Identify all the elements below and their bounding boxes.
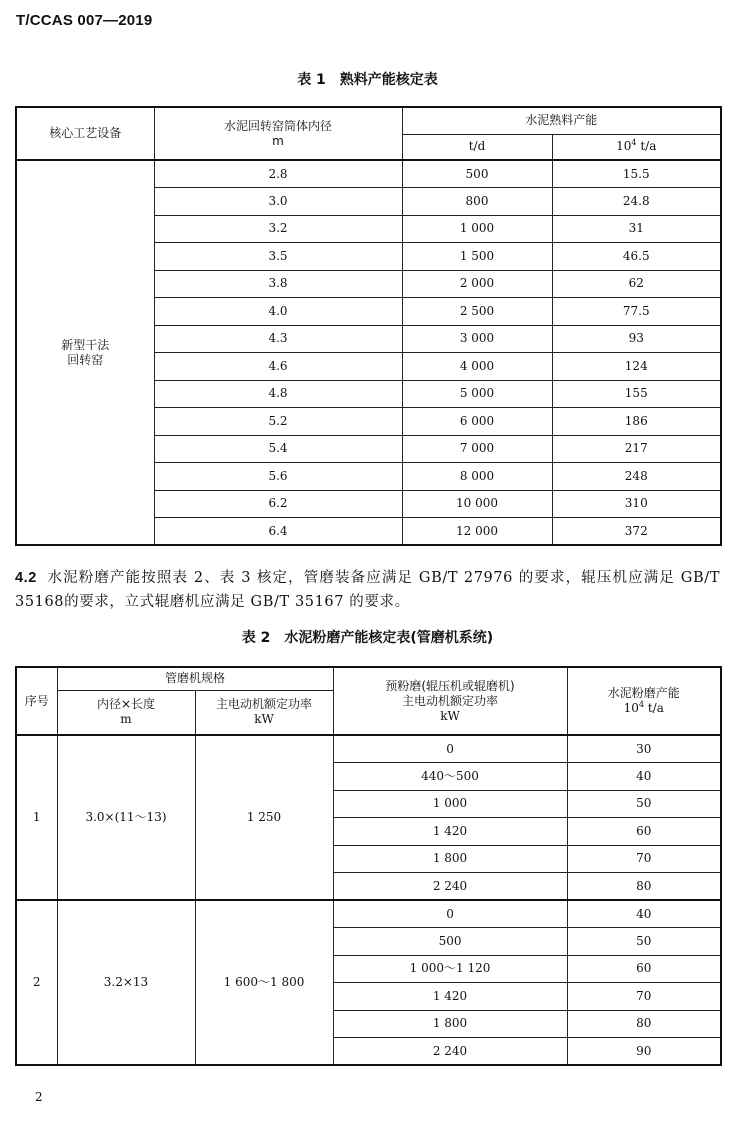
cell-size: 3.0×(11～13) (57, 735, 195, 900)
cell-ta: 77.5 (552, 298, 721, 326)
unit-base: 10 (616, 139, 632, 154)
cell-td: 2 000 (402, 270, 552, 298)
header-pregrind-line2: 主电动机额定功率 (402, 693, 499, 708)
page-number: 2 (35, 1090, 43, 1104)
cell-ta: 248 (552, 463, 721, 491)
cell-power: 1 600～1 800 (195, 900, 333, 1065)
cell-diameter: 3.5 (154, 243, 402, 271)
cell-size: 3.2×13 (57, 900, 195, 1065)
header-main-power-unit: kW (254, 712, 274, 727)
cell-pre: 0 (333, 900, 567, 928)
header-clinker-capacity: 水泥熟料产能 (402, 107, 721, 134)
cell-td: 5 000 (402, 380, 552, 408)
table1-caption: 表 1 熟料产能核定表 (297, 72, 438, 88)
cell-ta: 372 (552, 518, 721, 546)
clause-number: 4.2 (15, 570, 37, 586)
cell-diameter: 4.6 (154, 353, 402, 381)
table-row (16, 900, 721, 928)
equipment-cell (16, 160, 154, 545)
header-pregrind-unit: kW (440, 708, 460, 723)
clause-text: 水泥粉磨产能按照表 2、表 3 核定，管磨装备应满足 GB/T 27976 的要求，辊压机应满足 GB/T 35168的要求，立式辊磨机应满足 GB/T 35167 的要求。 (15, 570, 720, 610)
cell-td: 12 000 (402, 518, 552, 546)
clinker-capacity-table (15, 106, 722, 546)
cement-grinding-capacity-table (15, 666, 722, 1066)
header-pregrind-power (333, 667, 567, 735)
cell-cap: 70 (567, 983, 721, 1011)
cell-pre: 1 800 (333, 1010, 567, 1038)
cell-ta: 217 (552, 435, 721, 463)
cell-ta: 124 (552, 353, 721, 381)
header-diameter-label: 水泥回转窑筒体内径 (223, 118, 332, 133)
cell-td: 3 000 (402, 325, 552, 353)
header-main-power-label: 主电动机额定功率 (216, 697, 313, 712)
cell-td: 6 000 (402, 408, 552, 436)
cell-cap: 80 (567, 873, 721, 901)
header-equipment: 核心工艺设备 (16, 107, 154, 160)
cell-pre: 2 240 (333, 1038, 567, 1066)
table-row (16, 735, 721, 763)
header-grinding-capacity (567, 667, 721, 735)
cell-ta: 15.5 (552, 160, 721, 188)
table-row (16, 160, 721, 188)
cell-diameter: 4.8 (154, 380, 402, 408)
standard-code: T/CCAS 007—2019 (16, 12, 153, 29)
cell-diameter: 3.8 (154, 270, 402, 298)
cell-pre: 1 800 (333, 845, 567, 873)
cell-diameter: 4.0 (154, 298, 402, 326)
cell-seq: 2 (16, 900, 57, 1065)
cell-cap: 40 (567, 900, 721, 928)
cell-cap: 50 (567, 790, 721, 818)
unit-base: 10 (623, 701, 639, 715)
cell-ta: 62 (552, 270, 721, 298)
cell-ta: 93 (552, 325, 721, 353)
cell-diameter: 3.0 (154, 188, 402, 216)
cell-td: 8 000 (402, 463, 552, 491)
unit-rest: t/a (636, 139, 657, 154)
cell-td: 1 500 (402, 243, 552, 271)
cell-cap: 30 (567, 735, 721, 763)
cell-td: 500 (402, 160, 552, 188)
header-grinding-capacity-unit (624, 701, 664, 715)
cell-ta: 310 (552, 490, 721, 518)
header-diameter-unit: m (272, 133, 284, 148)
unit-exponent: 4 (631, 138, 637, 148)
cell-pre: 440～500 (333, 763, 567, 791)
header-diameter (154, 107, 402, 160)
cell-pre: 1 000～1 120 (333, 955, 567, 983)
header-mill-spec: 管磨机规格 (57, 667, 333, 690)
cell-td: 1 000 (402, 215, 552, 243)
cell-cap: 40 (567, 763, 721, 791)
cell-pre: 1 420 (333, 818, 567, 846)
cell-cap: 70 (567, 845, 721, 873)
cell-cap: 50 (567, 928, 721, 956)
clause-4-2 (15, 566, 720, 614)
cell-pre: 2 240 (333, 873, 567, 901)
cell-pre: 1 420 (333, 983, 567, 1011)
cell-power: 1 250 (195, 735, 333, 900)
header-size-label: 内径×长度 (96, 697, 156, 712)
cell-diameter: 5.4 (154, 435, 402, 463)
cell-ta: 24.8 (552, 188, 721, 216)
cell-seq: 1 (16, 735, 57, 900)
cell-diameter: 2.8 (154, 160, 402, 188)
cell-ta: 46.5 (552, 243, 721, 271)
cell-ta: 186 (552, 408, 721, 436)
cell-cap: 90 (567, 1038, 721, 1066)
header-pregrind-line1: 预粉磨(辊压机或辊磨机) (385, 678, 515, 693)
cell-td: 7 000 (402, 435, 552, 463)
cell-diameter: 3.2 (154, 215, 402, 243)
cell-td: 4 000 (402, 353, 552, 381)
cell-cap: 80 (567, 1010, 721, 1038)
cell-diameter: 5.2 (154, 408, 402, 436)
cell-pre: 0 (333, 735, 567, 763)
header-unit-ta (552, 134, 721, 160)
cell-ta: 31 (552, 215, 721, 243)
equipment-line1: 新型干法 (61, 337, 110, 352)
cell-ta: 155 (552, 380, 721, 408)
header-unit-td: t/d (402, 134, 552, 160)
cell-pre: 1 000 (333, 790, 567, 818)
cell-diameter: 6.4 (154, 518, 402, 546)
equipment-line2: 回转窑 (67, 352, 104, 367)
cell-td: 10 000 (402, 490, 552, 518)
cell-cap: 60 (567, 955, 721, 983)
header-seq: 序号 (16, 667, 57, 735)
cell-diameter: 5.6 (154, 463, 402, 491)
cell-td: 800 (402, 188, 552, 216)
cell-cap: 60 (567, 818, 721, 846)
cell-diameter: 6.2 (154, 490, 402, 518)
cell-diameter: 4.3 (154, 325, 402, 353)
unit-exponent: 4 (638, 700, 645, 709)
header-size-unit: m (120, 712, 132, 727)
cell-td: 2 500 (402, 298, 552, 326)
unit-rest: t/a (644, 701, 664, 715)
header-grinding-capacity-label: 水泥粉磨产能 (607, 686, 680, 700)
cell-pre: 500 (333, 928, 567, 956)
header-size (57, 690, 195, 735)
header-main-power (195, 690, 333, 735)
table2-caption: 表 2 水泥粉磨产能核定表(管磨机系统) (241, 630, 494, 646)
